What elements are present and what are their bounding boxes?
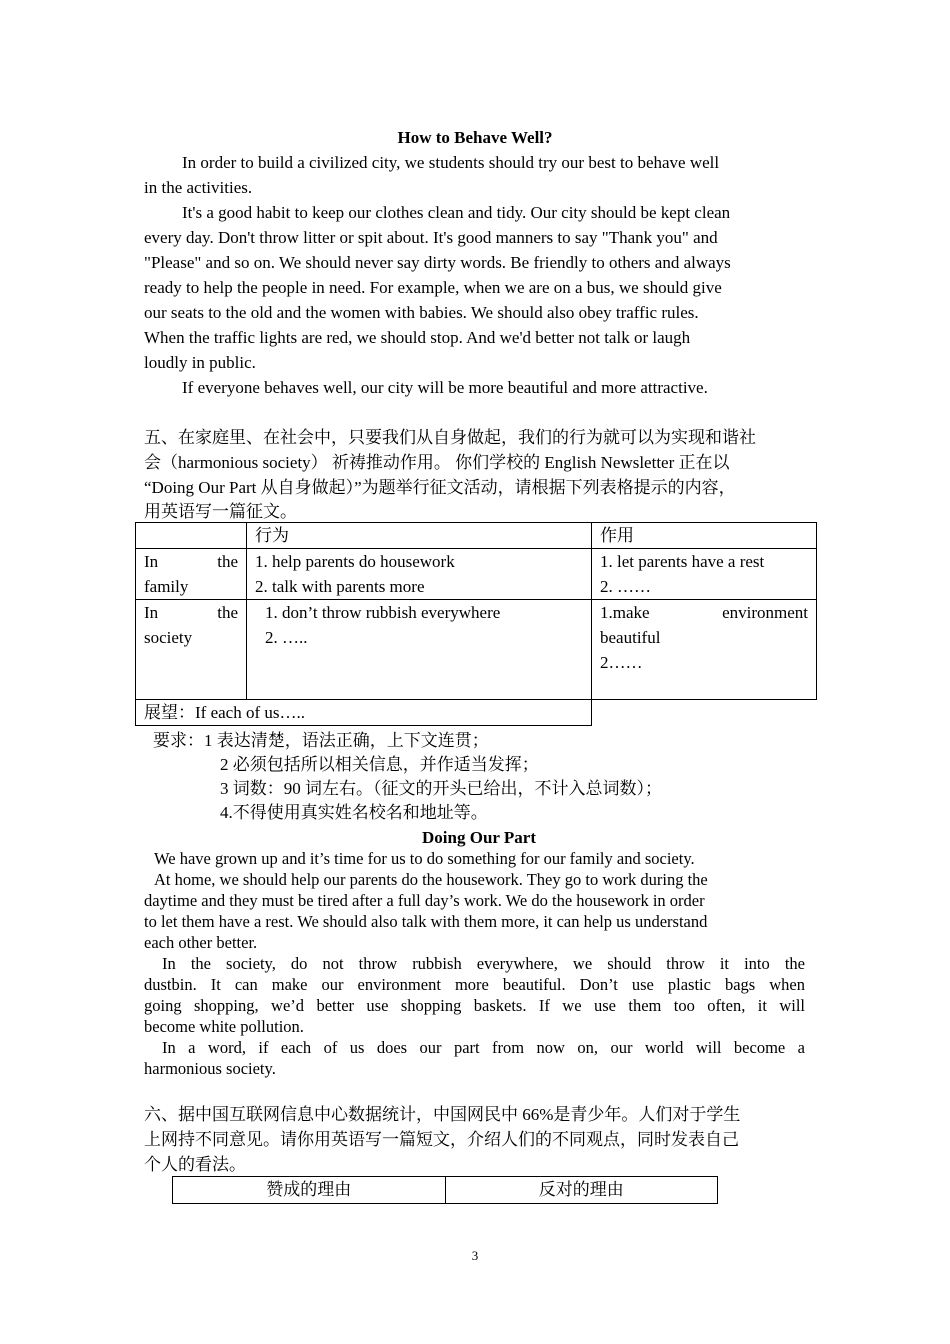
essay2-line: harmonious society. — [144, 1059, 276, 1078]
empty-cell — [592, 700, 817, 726]
requirement-line: 2 必须包括所以相关信息，并作适当发挥； — [220, 755, 539, 774]
essay2-line: dustbin. It can make our environment more beautiful. Don’t use plastic bags when — [144, 975, 805, 994]
task5-line: “Doing Our Part 从自身做起）”为题举行征文活动，请根据下列表格提示的内容， — [144, 478, 736, 497]
row-family-actions — [247, 549, 592, 600]
essay1-line: ready to help the people in need. For example, when we are on a bus, we should give — [144, 278, 722, 297]
row-society-effects — [592, 600, 817, 700]
essay1-line: It's a good habit to keep our clothes clean and tidy. Our city should be kept clean — [182, 203, 731, 222]
task6-line: 上网持不同意见。请你用英语写一篇短文，介绍人们的不同观点，同时发表自己 — [144, 1130, 739, 1149]
table-header-actions: 行为 — [247, 523, 592, 549]
row-society-actions — [247, 600, 592, 700]
requirement-line: 4.不得使用真实姓名校名和地址等。 — [220, 803, 488, 822]
outlook-cell: 展望：If each of us….. — [136, 700, 592, 726]
essay2-line: to let them have a rest. We should also talk with them more, it can help us understand — [144, 912, 708, 931]
task5-line: 五、在家庭里、在社会中，只要我们从自身做起，我们的行为就可以为实现和谐社 — [144, 428, 756, 447]
essay2-title: Doing Our Part — [422, 828, 536, 847]
behavior-table — [135, 522, 817, 726]
effect-item: 2. …… — [600, 577, 651, 596]
task6-line: 六、据中国互联网信息中心数据统计，中国网民中 66%是青少年。人们对于学生 — [144, 1105, 741, 1124]
essay2-line: In the society, do not throw rubbish everywhere, we should throw it into the — [162, 954, 805, 973]
essay2-line: going shopping, we’d better use shopping baskets. If we use them too often, it will — [144, 996, 805, 1015]
effect-item: beautiful — [600, 628, 661, 647]
page-number: 3 — [471, 1248, 479, 1263]
essay1-line: every day. Don't throw litter or spit about. It's good manners to say "Thank you" and — [144, 228, 718, 247]
row-label-word: society — [144, 628, 193, 647]
essay2-line: become white pollution. — [144, 1017, 304, 1036]
essay2-line: We have grown up and it’s time for us to do something for our family and society. — [154, 849, 695, 868]
essay2-line: daytime and they must be tired after a full day’s work. We do the housework in order — [144, 891, 705, 910]
row-society-label — [136, 600, 247, 700]
action-item: 1. don’t throw rubbish everywhere — [265, 603, 501, 622]
effect-item: 2…… — [600, 653, 643, 672]
essay1-line: In order to build a civilized city, we students should try our best to behave well — [182, 153, 720, 172]
row-label-word: In — [144, 552, 159, 571]
action-item: 2. talk with parents more — [255, 577, 425, 596]
essay2-line: At home, we should help our parents do the housework. They go to work during the — [154, 870, 708, 889]
effect-word: environment — [722, 603, 808, 622]
row-family-label — [136, 549, 247, 600]
table-header-con: 反对的理由 — [445, 1177, 718, 1204]
task5-line: 用英语写一篇征文。 — [144, 502, 297, 521]
essay1-line: When the traffic lights are red, we should stop. And we'd better not talk or laugh — [144, 328, 691, 347]
essay1-line: in the activities. — [144, 178, 253, 197]
essay1-line: If everyone behaves well, our city will be more beautiful and more attractive. — [182, 378, 708, 397]
row-label-word: the — [217, 603, 238, 622]
row-label-word: In — [144, 603, 159, 622]
effect-item: 1. let parents have a rest — [600, 552, 765, 571]
task6-line: 个人的看法。 — [144, 1155, 246, 1174]
table-header-pro: 赞成的理由 — [173, 1177, 446, 1204]
task5-line: 会（harmonious society） 祈祷推动作用。 你们学校的 English Newsletter 正在以 — [144, 453, 730, 472]
requirement-line: 要求：1 表达清楚，语法正确，上下文连贯； — [153, 731, 489, 750]
essay2-line: each other better. — [144, 933, 258, 952]
row-family-effects — [592, 549, 817, 600]
action-item: 2. ….. — [265, 628, 308, 647]
row-label-word: the — [217, 552, 238, 571]
table-header-empty — [136, 523, 247, 549]
action-item: 1. help parents do housework — [255, 552, 455, 571]
opinion-table — [172, 1176, 718, 1204]
row-label-word: family — [144, 577, 189, 596]
essay2-line: In a word, if each of us does our part from now on, our world will become a — [162, 1038, 805, 1057]
essay1-line: our seats to the old and the women with babies. We should also obey traffic rules. — [144, 303, 699, 322]
requirement-line: 3 词数：90 词左右。（征文的开头已给出，不计入总词数）； — [220, 779, 662, 798]
essay1-title: How to Behave Well? — [397, 128, 553, 147]
essay1-line: loudly in public. — [144, 353, 256, 372]
table-header-effects: 作用 — [592, 523, 817, 549]
essay1-line: "Please" and so on. We should never say dirty words. Be friendly to others and always — [144, 253, 731, 272]
effect-word: 1.make — [600, 603, 650, 622]
